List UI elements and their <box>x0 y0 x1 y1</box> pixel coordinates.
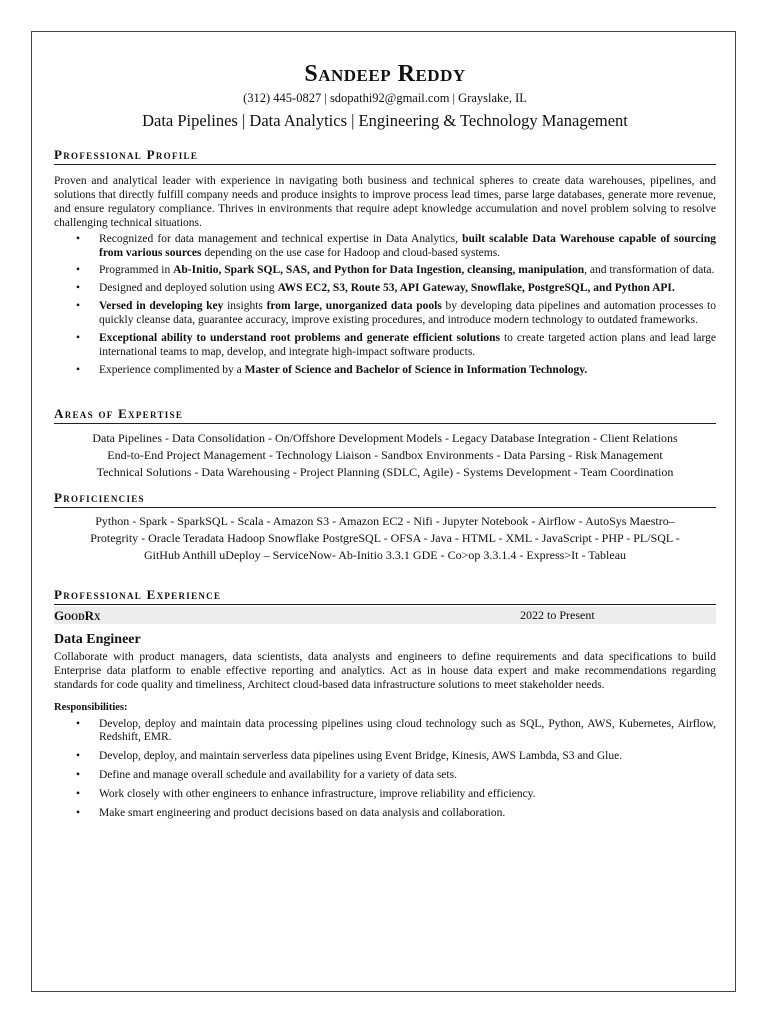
bullet-text: depending on the use case for Hadoop and cloud-based systems. <box>201 246 501 259</box>
experience-heading: Professional Experience <box>54 587 716 605</box>
bullet-dot: • <box>76 363 81 376</box>
skills-line: Python - Spark - SparkSQL - Scala - Amazon S3 - Amazon EC2 - Nifi - Jupyter Notebook - Airflow - AutoSys Maestro– <box>95 513 675 528</box>
bullet-text: Recognized for data management and technical expertise in Data Analytics, <box>99 232 463 245</box>
expertise-lines <box>54 430 716 481</box>
profile-bullet <box>54 332 716 360</box>
job-dates: 2022 to Present <box>520 607 595 622</box>
skills-line: Protegrity - Oracle Teradata Hadoop Snowflake PostgreSQL - OFSA - Java - HTML - XML - JavaScript - PHP - PL/SQL - <box>90 530 680 545</box>
skills-line: Data Pipelines - Data Consolidation - On/Offshore Development Models - Legacy Database Integration - Client Relations <box>92 430 678 445</box>
responsibility-text: Work closely with other engineers to enhance infrastructure, improve reliability and efficiency. <box>99 788 536 801</box>
bullet-text: Ab-Initio, Spark SQL, SAS, and Python for Data Ingestion, cleansing, manipulation <box>173 264 585 277</box>
bullet-dot: • <box>76 807 81 820</box>
bullet-text: Programmed in <box>99 264 174 277</box>
responsibility-item <box>54 718 716 746</box>
responsibility-item <box>54 807 716 821</box>
bullet-dot: • <box>76 769 81 782</box>
profile-bullet <box>54 282 716 296</box>
bullet-text: from large, unorganized data pools <box>266 300 442 313</box>
responsibility-item <box>54 769 716 783</box>
profile-heading: Professional Profile <box>54 147 716 165</box>
profile-bullet-list <box>54 233 716 378</box>
bullet-text: Versed in developing key <box>99 300 224 313</box>
proficiencies-lines <box>54 513 716 564</box>
bullet-text: , and transformation of data. <box>584 264 715 277</box>
bullet-text: AWS EC2, S3, Route 53, API Gateway, Snowflake, PostgreSQL, and Python API. <box>277 282 675 295</box>
bullet-dot: • <box>76 717 81 730</box>
bullet-text: Designed and deployed solution using <box>99 282 278 295</box>
bullet-dot: • <box>76 332 81 345</box>
company-name: GoodRx <box>54 607 101 623</box>
bullet-dot: • <box>76 282 81 295</box>
profile-bullet <box>54 300 716 328</box>
tagline: Data Pipelines | Data Analytics | Engineering & Technology Management <box>142 111 628 130</box>
expertise-heading: Areas of Expertise <box>54 406 716 424</box>
bullet-text: built scalable Data Warehouse capable of sourcing from various sources <box>99 232 716 259</box>
profile-summary: Proven and analytical leader with experience in navigating both business and technical spheres to create data warehouses, pipelines, and solutions that directly fulfill company needs and produce insights to improve process lead times, parse large databases, generate more revenue, and ensure regulatory compliance. Thrives in environments that require adept knowledge accumulation and novel problem solving to resolve challenging technical situations. <box>54 175 716 229</box>
bullet-dot: • <box>76 300 81 313</box>
job-summary: Collaborate with product managers, data scientists, data analysts and engineers to define requirements and data specifications to build Enterprise data platform to enable effective reporting and analytics. Act as in house data expert and make recommendations regarding standards for code quality and timeliness, Architect cloud-based data infrastructure solutions to meet stakeholder needs. <box>54 650 716 691</box>
job-title: Data Engineer <box>54 631 141 647</box>
responsibility-text: Develop, deploy and maintain data processing pipelines using cloud technology such as SQL, Python, AWS, Kubernetes, Airflow, Redshift, EMR. <box>99 717 716 744</box>
profile-bullet <box>54 264 716 278</box>
responsibilities-label: Responsibilities: <box>54 701 128 713</box>
bullet-text: by developing data pipelines and automation processes to quickly cleanse data, guarantee accuracy, improve existing procedures, and introduce modern technology to outdated frameworks. <box>99 300 716 327</box>
bullet-dot: • <box>76 788 81 801</box>
bullet-dot: • <box>76 264 81 277</box>
profile-bullet <box>54 233 716 261</box>
candidate-name: Sandeep Reddy <box>304 61 466 87</box>
responsibility-item <box>54 788 716 802</box>
bullet-text: Master of Science and Bachelor of Science in Information Technology. <box>244 363 588 376</box>
skills-line: GitHub Anthill uDeploy – ServiceNow- Ab-Initio 3.3.1 GDE - Co>op 3.3.1.4 - Express>It - Tableau <box>143 547 627 562</box>
job-header <box>54 607 716 624</box>
bullet-text: Exceptional ability to understand root problems and generate efficient solutions <box>99 332 500 345</box>
responsibility-text: Define and manage overall schedule and availability for a variety of data sets. <box>99 769 457 782</box>
proficiencies-heading: Proficiencies <box>54 490 716 508</box>
responsibility-item <box>54 750 716 764</box>
resume-body <box>54 60 716 826</box>
bullet-text: insights <box>223 300 267 313</box>
bullet-text: to create targeted action plans and lead large international teams to map, develop, and integrate high-impact software products. <box>99 332 716 358</box>
responsibility-text: Develop, deploy, and maintain serverless data pipelines using Event Bridge, Kinesis, AWS Lambda, S3 and Glue. <box>99 750 623 763</box>
responsibilities-list <box>54 718 716 821</box>
bullet-dot: • <box>76 750 81 763</box>
skills-line: Technical Solutions - Data Warehousing - Project Planning (SDLC, Agile) - Systems Development - Team Coordination <box>96 464 674 479</box>
profile-bullet <box>54 364 716 378</box>
bullet-dot: • <box>76 232 81 245</box>
bullet-text: Experience complimented by a <box>99 363 245 376</box>
skills-line: End-to-End Project Management - Technology Liaison - Sandbox Environments - Data Parsing - Risk Management <box>107 447 663 462</box>
contact-line: (312) 445-0827 | sdopathi92@gmail.com | Grayslake, IL <box>243 91 527 105</box>
responsibility-text: Make smart engineering and product decisions based on data analysis and collaboration. <box>99 807 506 820</box>
